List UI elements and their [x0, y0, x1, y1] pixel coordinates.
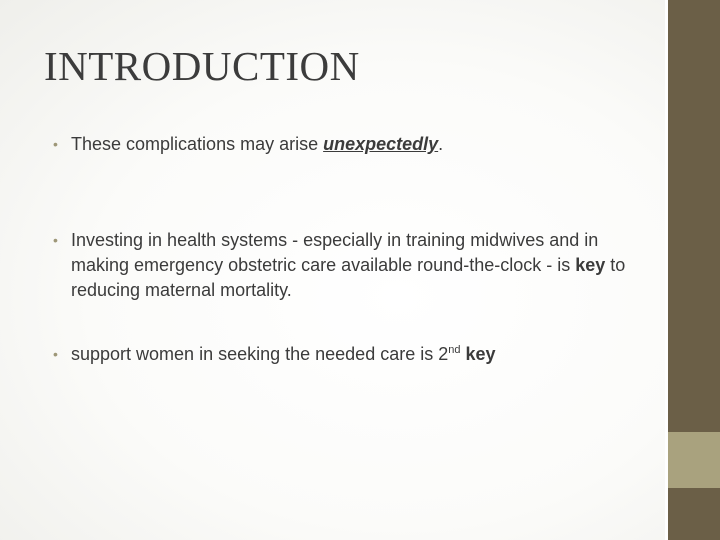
emphasis-word: unexpectedly [323, 134, 439, 154]
superscript: nd [448, 344, 461, 356]
accent-block [668, 432, 720, 488]
bullet-dot-icon: • [53, 232, 58, 248]
bullet-text-part: These complications may arise [71, 134, 324, 154]
bullet-dot-icon: • [53, 136, 58, 152]
bullet-text [53, 228, 638, 303]
bullet-item-2 [53, 228, 638, 303]
bullet-text-part: . [438, 134, 444, 154]
bullet-item-3 [53, 342, 638, 367]
bullet-text-part: to reducing maternal mortality. [71, 255, 626, 300]
bullet-item-1 [53, 132, 638, 157]
bold-word: key [575, 255, 606, 275]
bullet-text-part: Investing in health systems - especially in training midwives and in making emergency obstetric care available round-the-clock - is [71, 230, 599, 275]
bullet-text [53, 132, 638, 157]
bullet-text [53, 342, 638, 367]
bullet-text-part: support women in seeking the needed care is 2 [71, 344, 449, 364]
bold-word: key [460, 344, 496, 364]
bullet-dot-icon: • [53, 346, 58, 362]
slide-title: INTRODUCTION [44, 43, 360, 89]
